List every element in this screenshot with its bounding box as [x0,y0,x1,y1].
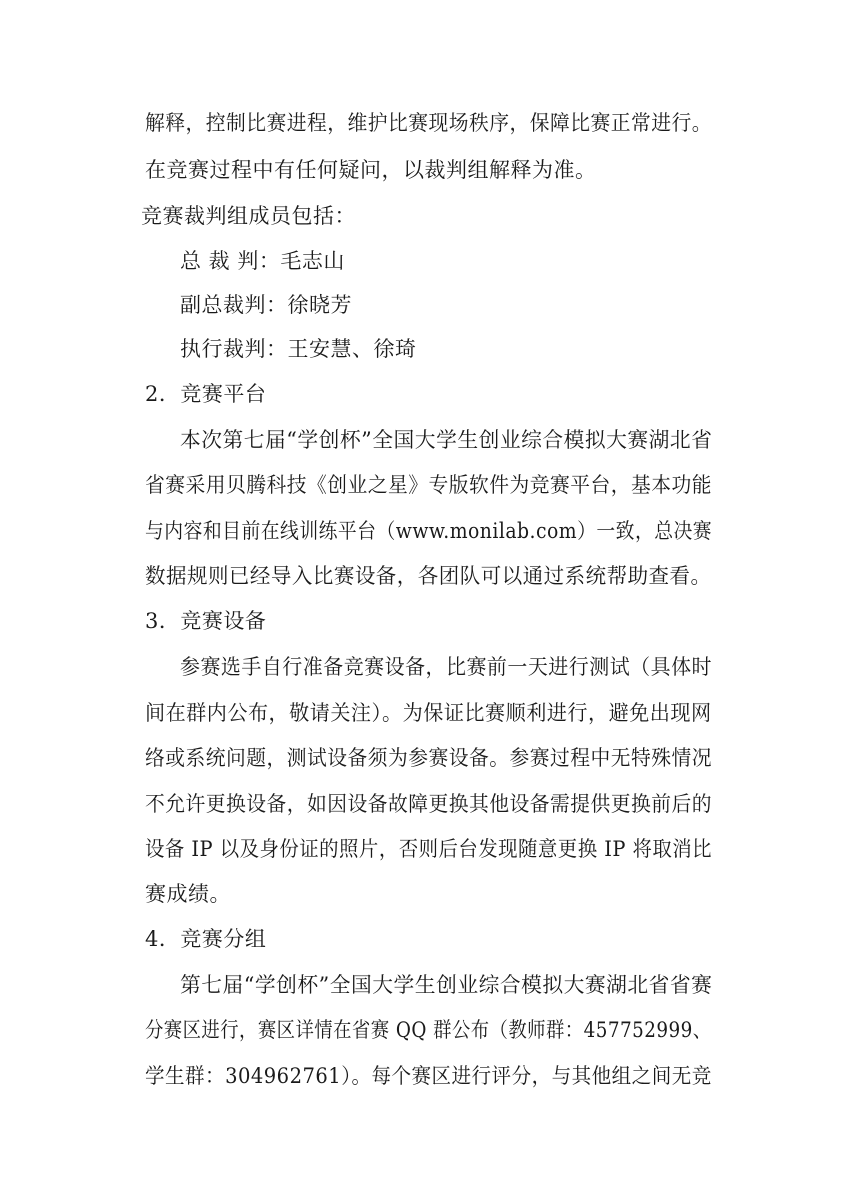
paragraph-line: 在竞赛过程中有任何疑问，以裁判组解释为准。 [145,158,597,182]
referee-chief: 总 裁 判：毛志山 [180,249,345,273]
paragraph-line: 本次第七届“学创杯”全国大学生创业综合模拟大赛湖北省 [180,428,713,452]
paragraph-line: 竞赛裁判组成员包括： [141,204,356,228]
paragraph-line: 设备 IP 以及身份证的照片，否则后台发现随意更换 IP 将取消比 [145,837,713,861]
section-heading: 2．竞赛平台 [145,382,267,406]
section-heading: 3．竞赛设备 [145,609,267,633]
paragraph-line: 学生群：304962761）。每个赛区进行评分，与其他组之间无竞 [145,1064,712,1088]
paragraph-line: 第七届“学创杯”全国大学生创业综合模拟大赛湖北省省赛 [180,973,713,997]
paragraph-line: 数据规则已经导入比赛设备，各团队可以通过系统帮助查看。 [145,564,712,588]
referee-executive: 执行裁判：王安慧、徐琦 [180,337,417,361]
paragraph-line: 分赛区进行，赛区详情在省赛 QQ 群公布（教师群：457752999、 [145,1018,712,1042]
section-heading: 4．竞赛分组 [145,927,267,951]
paragraph-line: 与内容和目前在线训练平台（www.monilab.com）一致，总决赛 [145,519,713,543]
referee-deputy: 副总裁判：徐晓芳 [180,293,352,317]
paragraph-line: 不允许更换设备，如因设备故障更换其他设备需提供更换前后的 [145,792,713,816]
paragraph-line: 赛成绩。 [145,882,231,906]
paragraph-line: 解释，控制比赛进程，维护比赛现场秩序，保障比赛正常进行。 [145,111,713,135]
paragraph-line: 间在群内公布，敬请关注）。为保证比赛顺利进行，避免出现网 [145,701,712,725]
paragraph-line: 参赛选手自行准备竞赛设备，比赛前一天进行测试（具体时 [180,655,713,679]
paragraph-line: 省赛采用贝腾科技《创业之星》专版软件为竞赛平台，基本功能 [145,473,713,497]
paragraph-line: 络或系统问题，测试设备须为参赛设备。参赛过程中无特殊情况 [145,746,713,770]
